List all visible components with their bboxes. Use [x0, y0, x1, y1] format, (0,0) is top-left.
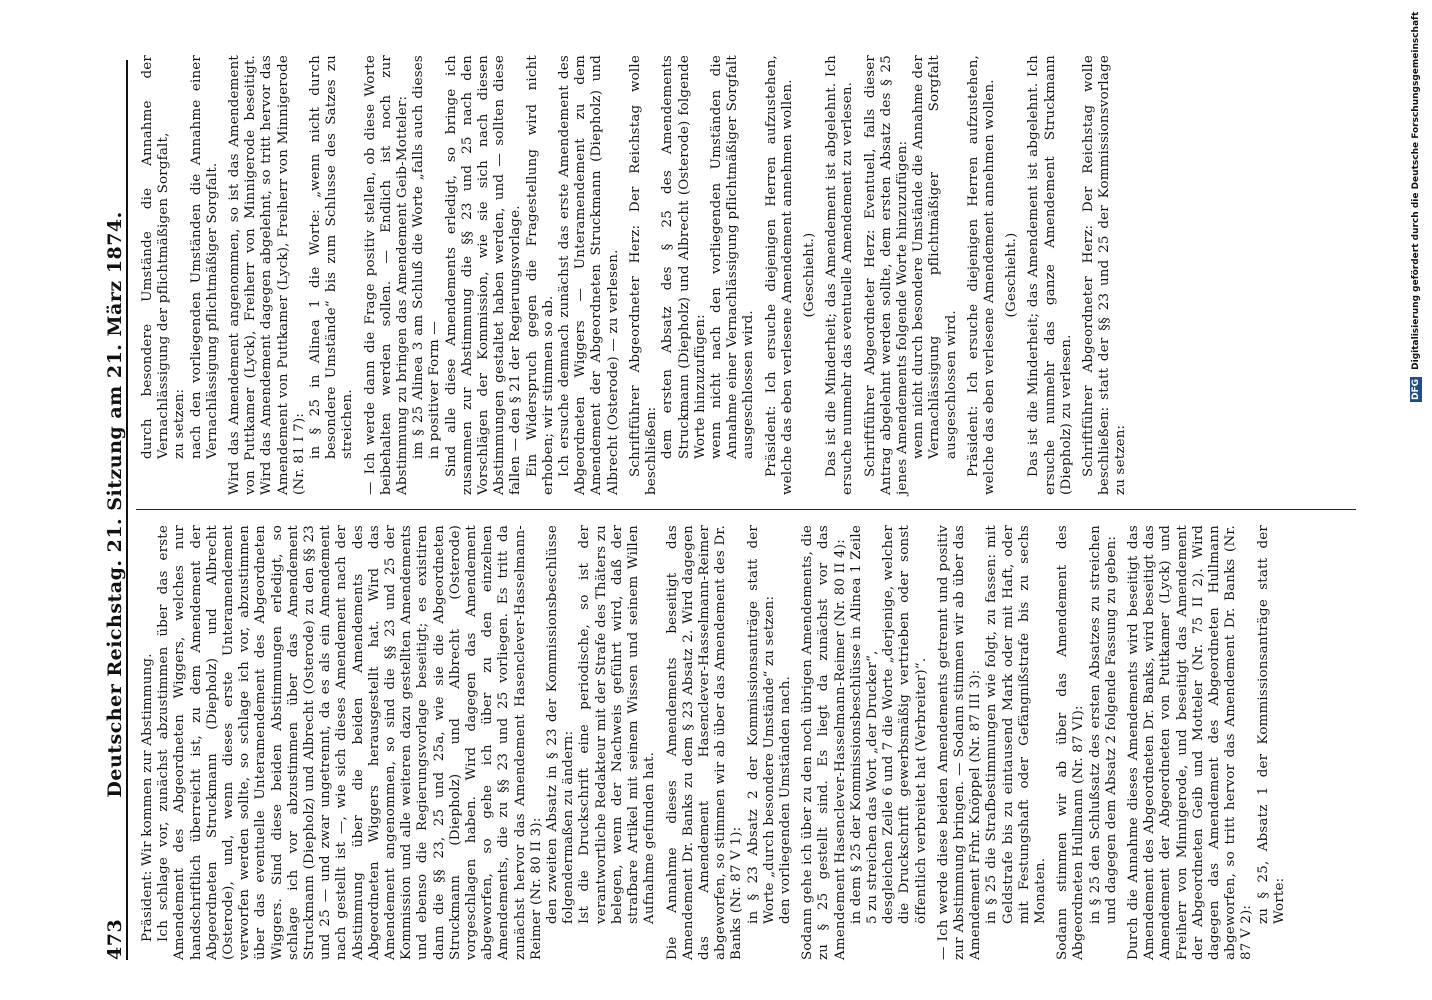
- digitization-credit: [1410, 12, 1428, 988]
- left-paragraph: Sodann stimmen wir ab über das Amendement des Abgeordneten Hullmann (Nr. 87 VI):: [1055, 525, 1087, 960]
- left-paragraph: Sodann gehe ich über zu den noch übrigen Amendements, die zu § 25 gestellt sind. Es liegt da zunächst vor das Amendement Hasenclever-Hasselmann-Reimer (Nr. 80 II 4):: [800, 525, 848, 960]
- dfg-logo: DFG: [1411, 379, 1421, 401]
- left-paragraph: in § 25 den Schlußsatz des ersten Absatzes zu streichen und dagegen dem Absatz 2 folgende Fassung zu geben:: [1087, 525, 1119, 924]
- left-paragraph: in dem § 25 der Kommissionsbeschlüsse in Alinea 1 Zeile 5 zu streichen das Wort „der Drucker“,: [848, 525, 880, 924]
- right-paragraph: Schriftführer Abgeordneter Herz: Eventuell, falls dieser Antrag abgelehnt werden sollte, dem ersten Absatz des § 25 jenes Amendements folgende Worte hinzuzufügen:: [862, 55, 910, 495]
- right-paragraph: im § 25 Alinea 3 am Schluß die Worte „falls auch dieses in positiver Form —: [411, 55, 443, 459]
- right-paragraph: — Ich werde dann die Frage positiv stellen, ob diese Worte beibehalten werden sollen. — Endlich ist noch zur Abstimmung zu bringen das Amendement Geib-Motteler:: [362, 55, 411, 495]
- right-paragraph: zu setzen:: [172, 388, 188, 459]
- right-paragraph: Präsident: Ich ersuche diejenigen Herren aufzustehen, welche das eben verlesene Amendement annehmen wollen.: [763, 55, 795, 495]
- right-paragraph: Schriftführer Abgeordneter Herz: Der Reichstag wolle beschließen:: [627, 55, 660, 495]
- right-paragraph: Schriftführer Abgeordneter Herz: Der Reichstag wolle beschließen: statt der §§ 23 und 25 der Kommissionsvorlage zu setzen:: [1080, 55, 1129, 495]
- left-paragraph: Präsident: Wir kommen zur Abstimmung.: [140, 653, 155, 942]
- right-paragraph: wenn nicht nach den vorliegenden Umständen die Annahme einer Vernachlässigung pflichtmäßiger Sorgfalt ausgeschlossen wird.: [708, 55, 757, 459]
- right-paragraph: in § 25 in Alinea 1 die Worte: „wenn nicht durch besondere Umstände“ bis zum Schlusse des Satzes zu streichen.: [308, 55, 356, 459]
- left-paragraph: Ich schlage vor, zunächst abzustimmen über das erste Amendement des Abgeordneten Wiggers, welches nur handschriftlich überreicht ist, zu dem Amendement der Abgeordneten Struckmann (Diepholz) und Albrecht (Osterode), und, wenn dieses erste Unteramendement verworfen werden sollte, so schlage ich vor, abzustimmen über das eventuelle Unteramendement des Abgeordneten Wiggers. Sind diese beiden Abstimmungen erledigt, so schlage ich vor abzustimmen über das Amendement Struckmann (Diepholz) und Albrecht (Osterode) zu den §§ 23 und 25 — und zwar ungetrennt, da es als ein Amendement nach gestellt ist —, wie sich dieses Amendement nach der Abstimmung über die beiden Amendements des Abgeordneten Wiggers herausgestellt hat. Wird das Amendement angenommen, so sind die §§ 23 und 25 der Kommission und alle weiteren dazu gestellten Amendements und ebenso die Regierungsvorlage beseitigt; es existiren dann die §§ 23, 25 und 25a, wie sie die Abgeordneten Struckmann (Diepholz) und Albrecht (Osterode) vorgeschlagen haben. Wird dagegen das Amendement abgeworfen, so gehe ich über zu den einzelnen Amendements, die zu §§ 23 und 25 vorliegen. Es tritt da zunächst hervor das Amendement Hasenclever-Hasselmann-Reimer (Nr. 80 II 3):: [156, 525, 544, 960]
- running-title: Deutscher Reichstag. 21. Sitzung am 21. März 1874.: [104, 211, 126, 798]
- right-paragraph: (Geschieht.): [1004, 232, 1020, 318]
- right-paragraph: wenn nicht durch besondere Umstände die Annahme der Vernachlässigung pflichtmäßiger Sorgfalt ausgeschlossen wird.: [911, 55, 959, 459]
- rotated-page-content: [66, 20, 1366, 980]
- right-paragraph: nach den vorliegenden Umständen die Annahme einer Vernachlässigung pflichtmäßiger Sorgfalt.: [188, 55, 220, 459]
- right-paragraph: Präsident: Ich ersuche diejenigen Herren aufzustehen, welche das eben verlesene Amendement annehmen wollen.: [965, 55, 997, 495]
- right-paragraph: Sind alle diese Amendements erledigt, so bringe ich zusammen zur Abstimmung die §§ 23 und 25 nach den Vorschlägen der Kommission, wie sie sich nach diesen Abstimmungen gestaltet haben werden, und — sollten diese fallen — den § 21 der Regierungsvorlage.: [443, 55, 524, 495]
- left-paragraph: Durch die Annahme dieses Amendements wird beseitigt das Amendement des Abgeordneten Dr. Banks, wird beseitigt das Amendement der Abgeordneten von Puttkamer (Lyck) und Freiherr von Minnigerode, und beseitigt das Amendement der Abgeordneten Geib und Motteler (Nr. 75 II 2). Wird dagegen das Amendement des Abgeordneten Hullmann abgeworfen, so tritt hervor das Amendement Dr. Banks (Nr. 87 V 2):: [1125, 525, 1255, 960]
- left-paragraph: — Ich werde diese beiden Amendements getrennt und positiv zur Abstimmung bringen. — Sodann stimmen wir ab über das Amendement Frhr. Knöppel (Nr. 87 III 3):: [935, 525, 984, 960]
- right-paragraph: Das ist die Minderheit; das Amendement ist abgelehnt. Ich ersuche nunmehr das eventuelle Amendement zu verlesen.: [824, 55, 856, 495]
- right-paragraph: (Geschieht.): [801, 232, 817, 318]
- right-paragraph: Ein Widerspruch gegen die Fragestellung wird nicht erhoben; wir stimmen so ab.: [524, 55, 556, 495]
- right-paragraph: durch besondere Umstände die Annahme der Vernachlässigung der pflichtmäßigen Sorgfalt,: [140, 55, 172, 459]
- left-paragraph: den zweiten Absatz in § 23 der Kommissionsbeschlüsse folgendermaßen zu ändern:: [545, 525, 577, 924]
- left-paragraph: zu § 25, Absatz 1 der Kommissionsanträge statt der Worte:: [1255, 525, 1287, 924]
- page-number: 473: [104, 918, 126, 960]
- left-paragraph: den vorliegenden Umständen nach.: [777, 675, 793, 924]
- left-paragraph: desgleichen Zeile 6 und 7 die Worte „derjenige, welcher die Druckschrift gewerbsmäßig vertrieben oder sonst öffentlich verbreitet hat (Verbreiter)“.: [881, 525, 929, 924]
- right-paragraph: Das ist die Minderheit; das Amendement ist abgelehnt. Ich ersuche nunmehr das ganze Amendement Struckmann (Diepholz) zu verlesen.: [1026, 55, 1074, 495]
- right-paragraph: Ich ersuche demnach zunächst das erste Amendement des Abgeordneten Wiggers — Unteramendement zu dem Amendement der Abgeordneten Struckmann (Diepholz) und Albrecht (Osterode) — zu verlesen.: [557, 55, 621, 495]
- right-paragraph: Wird das Amendement angenommen, so ist das Amendement von Puttkamer (Lyck), Freiherr von Minnigerode beseitigt. Wird das Amendement dagegen abgelehnt, so tritt hervor das Amendement von Puttkamer (Lyck), Freiherr von Minnigerode (Nr. 81 I 7):: [227, 55, 307, 495]
- page-header: [96, 60, 128, 960]
- column-divider: [136, 509, 1356, 510]
- left-paragraph: in § 25 die Strafbestimmungen wie folgt, zu fassen: mit Geldstrafe bis zu eintausend Mark oder mit Haft, oder mit Festungshaft oder Gefängnißstrafe bis zu sechs Monaten.: [984, 525, 1048, 924]
- right-column: [140, 55, 1130, 495]
- digitization-credit-text: Digitalisierung gefördert durch die Deutsche Forschungsgemeinschaft: [1411, 12, 1421, 371]
- left-paragraph: Die Annahme dieses Amendements beseitigt das Amendement Dr. Banks zu dem § 23 Absatz 2. Wird dagegen das Amendement Hasenclever-Hasselmann-Reimer abgeworfen, so stimmen wir ab über das Amendement des Dr. Banks (Nr. 87 V 1):: [664, 525, 745, 960]
- left-paragraph: in § 23 Absatz 2 der Kommissionsanträge statt der Worte „durch besondere Umstände“ zu setzen:: [745, 525, 777, 924]
- left-paragraph: Ist die Druckschrift eine periodische, so ist der verantwortliche Redakteur mit der Strafe des Thäters zu belegen, wenn der Nachweis geführt wird, daß der strafbare Artikel mit seinem Wissen und seinem Willen Aufnahme gefunden hat.: [577, 525, 658, 924]
- left-column: [140, 525, 1288, 960]
- right-paragraph: dem ersten Absatz des § 25 des Amendements Struckmann (Diepholz) und Albrecht (Osterode) folgende Worte hinzuzufügen:: [660, 55, 708, 459]
